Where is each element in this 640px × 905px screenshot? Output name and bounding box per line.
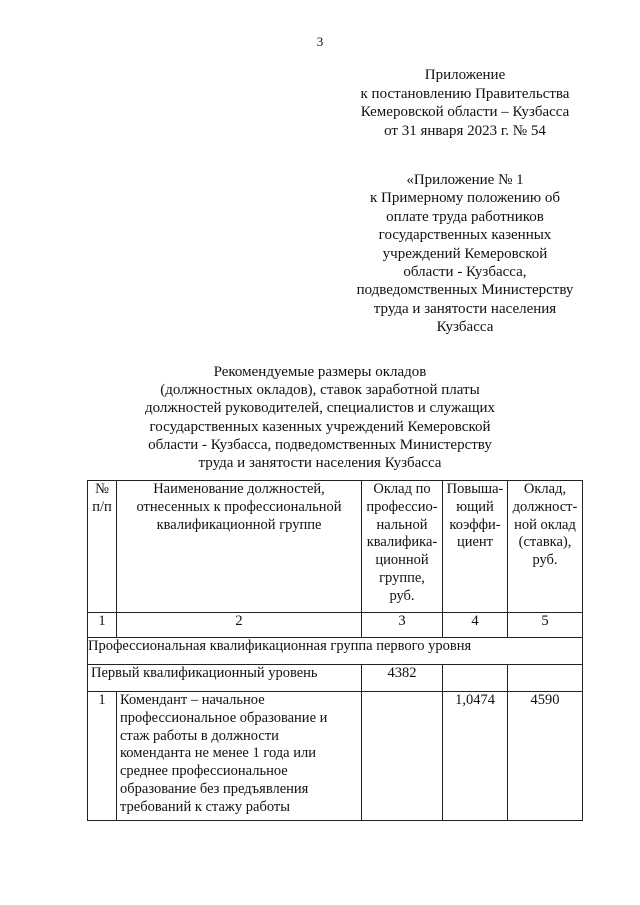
empty-cell	[443, 665, 508, 692]
appendix-quote-line: труда и занятости населения	[373, 300, 557, 317]
empty-cell	[362, 692, 443, 821]
header-text: квалификационной группе	[156, 516, 322, 533]
document-title-line: труда и занятости населения Кузбасса	[198, 455, 442, 472]
appendix-quote-line: государственных казенных	[378, 227, 552, 244]
table-row	[88, 692, 583, 821]
table-header-row	[88, 481, 583, 613]
header-text: п/п	[92, 498, 112, 515]
description-line: стаж работы в должности	[120, 727, 279, 744]
header-text: отнесенных к профессиональной	[136, 498, 342, 515]
appendix-quote	[330, 171, 600, 337]
appendix-quote-line: «Приложение № 1	[406, 172, 524, 188]
header-text: ющий	[456, 498, 494, 515]
header-text: циент	[456, 534, 494, 551]
appendix-quote-line: подведомственных Министерству	[356, 282, 574, 299]
document-title-line: области - Кузбасса, подведомственных Министерству	[148, 436, 492, 453]
header-text: квалифика-	[366, 534, 438, 551]
appendix-header-line: от 31 января 2023 г. № 54	[384, 122, 546, 139]
description-line: требований к стажу работы	[120, 798, 290, 815]
header-number-cell	[88, 481, 117, 613]
header-text: ной оклад	[514, 516, 576, 533]
group-row	[88, 638, 583, 665]
document-title-line: государственных казенных учреждений Кемеровской	[149, 418, 491, 435]
document-title-line: Рекомендуемые размеры окладов	[213, 364, 427, 380]
header-text: Наименование должностей,	[153, 481, 325, 497]
header-text: должност-	[512, 498, 578, 515]
header-text: профессио-	[366, 498, 438, 515]
description-line: образование без предъявления	[120, 780, 309, 797]
header-group-salary-cell	[362, 481, 443, 613]
header-text: руб.	[532, 552, 558, 569]
appendix-quote-line: учреждений Кемеровской	[382, 245, 548, 262]
header-text: Повыша-	[446, 481, 504, 497]
column-number: 1	[88, 613, 117, 638]
page-number: 3	[316, 34, 324, 49]
description-line: профессиональное образование и	[120, 709, 328, 726]
description-line: среднее профессиональное	[120, 763, 288, 780]
header-text: коэффи-	[449, 516, 501, 533]
appendix-quote-line: оплате труда работников	[386, 208, 544, 225]
appendix-quote-line: области - Кузбасса,	[403, 264, 527, 281]
document-title-line: должностей руководителей, специалистов и служащих	[144, 400, 496, 417]
coefficient-value: 1,0474	[443, 692, 508, 821]
column-number-row	[88, 613, 583, 638]
row-number: 1	[88, 692, 117, 821]
appendix-header-line: Кемеровской области – Кузбасса	[360, 104, 570, 120]
salary-value: 4590	[508, 692, 583, 821]
header-position-cell	[117, 481, 362, 613]
document-title-line: (должностных окладов), ставок заработной платы	[160, 382, 480, 399]
column-number: 5	[508, 613, 583, 638]
description-line: Комендант – начальное	[120, 692, 265, 708]
column-number: 2	[117, 613, 362, 638]
column-number: 4	[443, 613, 508, 638]
header-coefficient-cell	[443, 481, 508, 613]
header-salary-cell	[508, 481, 583, 613]
appendix-quote-line: к Примерному положению об	[370, 190, 560, 207]
header-text: руб.	[389, 587, 415, 604]
column-number: 3	[362, 613, 443, 638]
header-text: группе,	[379, 569, 425, 586]
appendix-header	[330, 66, 600, 140]
header-text: Оклад,	[523, 481, 567, 497]
header-text: (ставка),	[518, 534, 572, 551]
level-name: Первый квалификационный уровень	[88, 665, 362, 692]
appendix-header-line: Приложение	[424, 67, 506, 83]
level-salary: 4382	[362, 665, 443, 692]
header-text: №	[95, 481, 109, 497]
salary-table	[87, 480, 583, 821]
document-title	[120, 363, 520, 472]
appendix-header-line: к постановлению Правительства	[360, 85, 570, 102]
group-title: Профессиональная квалификационная группа первого уровня	[88, 638, 583, 665]
header-text: нальной	[376, 516, 428, 533]
level-row	[88, 665, 583, 692]
appendix-quote-line: Кузбасса	[436, 319, 494, 336]
empty-cell	[508, 665, 583, 692]
header-text: ционной	[375, 552, 429, 569]
position-description	[117, 692, 362, 821]
header-text: Оклад по	[373, 481, 431, 497]
description-line: коменданта не менее 1 года или	[120, 745, 316, 762]
